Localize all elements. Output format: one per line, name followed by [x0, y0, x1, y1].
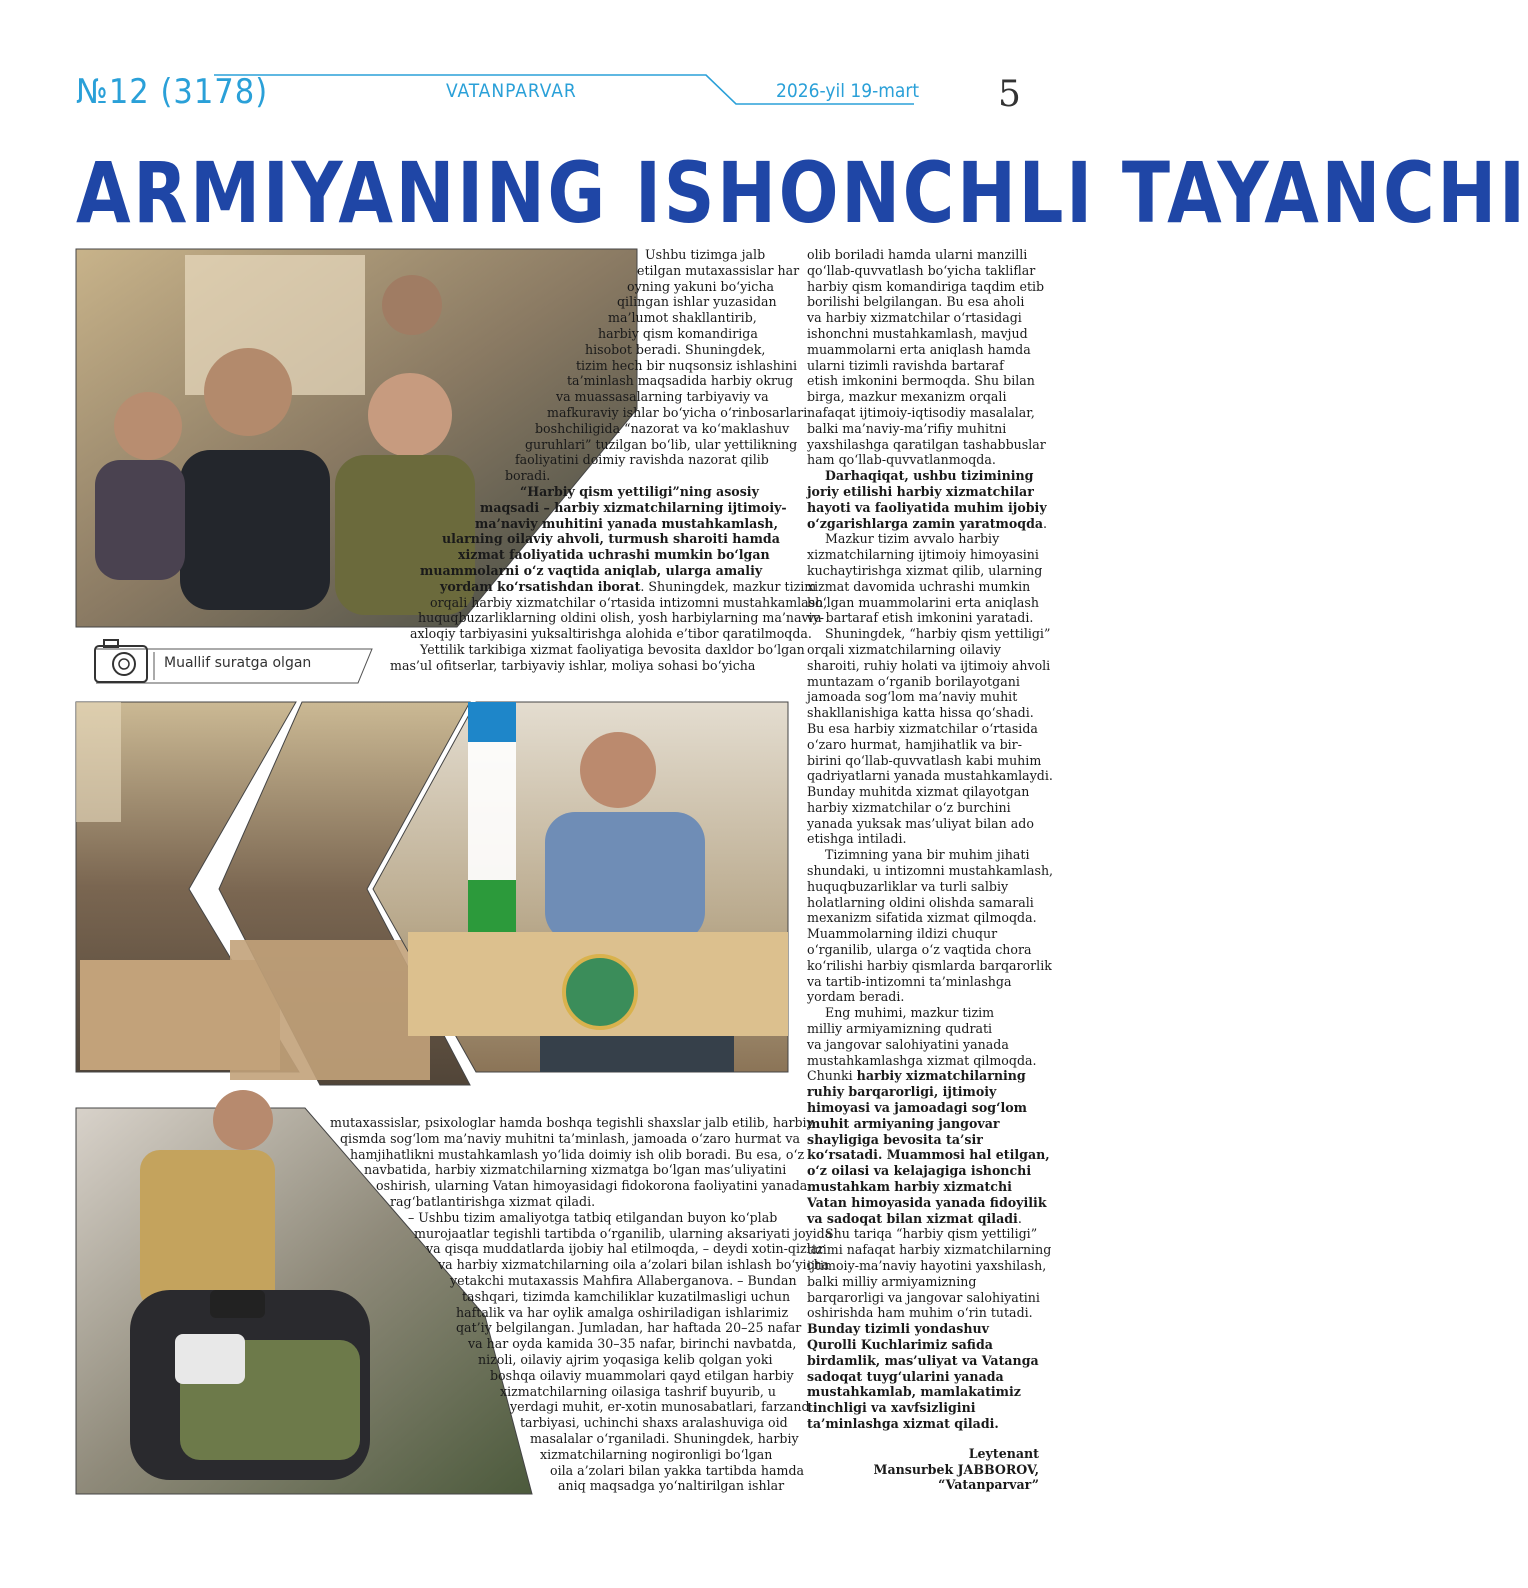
text-line: mas’ul ofitserlar, tarbiyaviy ishlar, moliya sohasi bo‘yicha	[390, 657, 756, 673]
text-line: ishonchni mustahkamlash, mavjud	[807, 325, 1028, 341]
text-line: qilingan ishlar yuzasidan	[617, 294, 777, 310]
text-line: Yettilik tarkibiga xizmat faoliyatiga bevosita daxldor bo‘lgan	[420, 641, 805, 657]
article-col-bottom	[326, 1115, 833, 1494]
text-line: va harbiy xizmatchilar o‘rtasidagi	[807, 310, 1022, 326]
text-line: mexanizm sifatida xizmat qilmoqda.	[807, 910, 1037, 926]
text-line: rag‘batlantirishga xizmat qiladi.	[390, 1193, 596, 1209]
text-line-bold: birdamlik, mas’uliyat va Vatanga	[807, 1352, 1039, 1368]
text-line-bold: mustahkam harbiy xizmatchi	[807, 1179, 1012, 1195]
text-line-bold: mustahkamlab, mamlakatimiz	[807, 1384, 1021, 1400]
text-line: mafkuraviy ishlar bo‘yicha o‘rinbosarlari	[547, 404, 808, 420]
text-line: Ushbu tizimga jalb	[645, 247, 766, 262]
text-line-bold: Darhaqiqat, ushbu tizimining	[825, 468, 1034, 484]
text-line: balki milliy armiyamizning	[807, 1273, 977, 1289]
byline-rank: Leytenant	[968, 1445, 1039, 1461]
text-line: va muassasalarning tarbiyaviy va	[556, 389, 769, 405]
text-line: yordam beradi.	[807, 989, 905, 1005]
text-line: orqali harbiy xizmatchilar o‘rtasida intizomni mustahkamlash,	[430, 594, 828, 610]
text-line-bold: ma’naviy muhitini yanada mustahkamlash,	[475, 515, 778, 531]
article-col-middle	[330, 247, 828, 674]
text-line-bold: muhit armiyaning jangovar	[807, 1115, 1000, 1131]
text-line: milliy armiyamizning qudrati	[807, 1021, 993, 1037]
text-line-bold: ularning oilaviy ahvoli, turmush sharoiti hamda	[442, 531, 780, 547]
text-line: harbiy qism komandiriga	[598, 325, 758, 341]
text-line-bold: o‘zgarishlarga zamin yaratmoqda	[807, 515, 1044, 531]
text-line: ham qo‘llab-quvvatlanmoqda.	[807, 452, 996, 468]
newspaper-name: VATANPARVAR	[446, 80, 577, 102]
text-line: oyning yakuni bo‘yicha	[627, 278, 774, 294]
text-line: mutaxassislar, psixologlar hamda boshqa tegishli shaxslar jalb etilib, harbiy	[330, 1115, 814, 1130]
text-line-bold: sadoqat tuyg‘ularini yanada	[807, 1368, 1004, 1384]
text-line: Chunki	[807, 1068, 853, 1084]
text-line: ta’minlash maqsadida harbiy okrug	[567, 373, 794, 389]
text-line: axloqiy tarbiyasini yuksaltirishga alohida e’tibor qaratilmoqda.	[410, 626, 812, 642]
text-line: balki ma’naviy-ma’rifiy muhitni	[807, 420, 1007, 436]
text-line: oshirish, ularning Vatan himoyasidagi fidokorona faoliyatini yanada	[376, 1178, 808, 1194]
photo-caption: Muallif suratga olgan	[164, 655, 312, 671]
text-line-bold: muammolarni o‘z vaqtida aniqlab, ularga amaliy	[420, 562, 763, 578]
text-line: va harbiy xizmatchilarning oila a’zolari bilan ishlash bo‘yicha	[438, 1257, 830, 1273]
text-line: ma’lumot shakllantirib,	[608, 310, 757, 326]
text-line: boradi.	[505, 468, 551, 484]
text-line: jamoada sog‘lom ma’naviy muhit	[807, 689, 1018, 705]
text-line: oshirishda ham muhim o‘rin tutadi.	[807, 1305, 1033, 1321]
text-line-bold: o‘z oilasi va kelajagiga ishonchi	[807, 1163, 1032, 1179]
text-line: shundaki, u intizomni mustahkamlash,	[807, 863, 1054, 879]
text-line: ijtimoiy-ma’naviy hayotini yaxshilash,	[807, 1258, 1047, 1273]
camera-icon	[95, 640, 147, 682]
text-line-bold: Vatan himoyasida yanada fidoyilik	[807, 1194, 1047, 1210]
text-line: murojaatlar tegishli tartibda o‘rganilib, ularning aksariyati joyida	[414, 1225, 833, 1241]
text-line: tizim hech bir nuqsonsiz ishlashini	[576, 357, 797, 373]
text-line: muntazam o‘rganib borilayotgani	[807, 673, 1020, 689]
text-line: faoliyatini doimiy ravishda nazorat qilib	[515, 452, 769, 468]
text-line: xizmat davomida uchrashi mumkin	[807, 578, 1031, 594]
text-line: Bu esa harbiy xizmatchilar o‘rtasida	[807, 720, 1038, 736]
text-line: huquqbuzarliklar va turli salbiy	[807, 878, 1009, 894]
text-line: tashqari, tizimda kamchiliklar kuzatilmasligi uchun	[462, 1288, 791, 1304]
text-line: sharoiti, ruhiy holati va ijtimoiy ahvoli	[807, 657, 1051, 673]
text-line: Muammolarning ildizi chuqur	[807, 926, 998, 942]
text-line: Shu tariqa “harbiy qism yettiligi”	[825, 1226, 1038, 1242]
page-number: 5	[998, 74, 1021, 115]
byline-org: “Vatanparvar”	[938, 1477, 1039, 1493]
text-line: nizoli, oilaviy ajrim yoqasiga kelib qolgan yoki	[478, 1351, 773, 1367]
text-line: va har oyda kamida 30–35 nafar, birinchi navbatda,	[468, 1336, 797, 1352]
text-line: yaxshilashga qaratilgan tashabbuslar	[807, 436, 1046, 452]
text-line: etish imkonini bermoqda. Shu bilan	[807, 373, 1035, 389]
text-line: – Ushbu tizim amaliyotga tatbiq etilgandan buyon ko‘plab	[408, 1209, 778, 1225]
text-line-bold: hayoti va faoliyatida muhim ijobiy	[807, 499, 1047, 515]
text-line: birini qo‘llab-quvvatlash kabi muhim	[807, 752, 1042, 768]
text-line-bold: “Harbiy qism yettiligi”ning asosiy	[520, 483, 759, 499]
text-line: va qisqa muddatlarda ijobiy hal etilmoqda, – deydi xotin-qizlar	[426, 1241, 825, 1257]
text-line: o‘rganilib, ularga o‘z vaqtida chora	[807, 942, 1032, 958]
text-line: tizimi nafaqat harbiy xizmatchilarning	[807, 1242, 1052, 1258]
text-line: va jangovar salohiyatini yanada	[807, 1036, 1009, 1052]
text-line: . Shuningdek, mazkur tizim	[640, 578, 817, 594]
text-line: ularni tizimli ravishda bartaraf	[807, 357, 1004, 373]
text-line: masalalar o‘rganiladi. Shuningdek, harbiy	[530, 1430, 799, 1446]
text-line: va bartaraf etish imkonini yaratadi.	[807, 610, 1034, 626]
text-line: va tartib-intizomni ta’minlashga	[807, 973, 1012, 989]
issue-date: 2026-yil 19-mart	[776, 80, 920, 102]
text-line: hisobot beradi. Shuningdek,	[585, 341, 766, 357]
text-line: navbatida, harbiy xizmatchilarning xizmatga bo‘lgan mas’uliyatini	[364, 1162, 787, 1178]
text-line-bold: himoyasi va jamoadagi sog‘lom	[807, 1100, 1027, 1116]
text-line: Tizimning yana bir muhim jihati	[825, 847, 1030, 863]
text-line: birga, mazkur mexanizm orqali	[807, 389, 1007, 405]
text-line: xizmatchilarning oilasiga tashrif buyurib, u	[500, 1383, 777, 1399]
text-line: Shuningdek, “harbiy qism yettiligi”	[825, 626, 1051, 642]
text-line-bold: xizmat faoliyatida uchrashi mumkin bo‘lgan	[458, 547, 770, 563]
text-line: olib boriladi hamda ularni manzilli	[807, 247, 1028, 262]
text-line: barqarorligi va jangovar salohiyatini	[807, 1289, 1040, 1305]
text-line: o‘zaro hurmat, hamjihatlik va bir-	[807, 736, 1022, 752]
text-line: etishga intiladi.	[807, 831, 907, 847]
text-line-bold: Bunday tizimli yondashuv	[807, 1321, 990, 1337]
text-line: aniq maqsadga yo‘naltirilgan ishlar	[558, 1478, 785, 1494]
text-line: Bunday muhitda xizmat qilayotgan	[807, 784, 1030, 800]
text-line: boshqa oilaviy muammolari qayd etilgan harbiy	[490, 1367, 794, 1383]
text-line: kuchaytirishga xizmat qilib, ularning	[807, 562, 1043, 578]
text-line: guruhlari” tuzilgan bo‘lib, ular yettilikning	[525, 436, 798, 452]
text-line-bold: joriy etilishi harbiy xizmatchilar	[807, 483, 1034, 499]
text-line: nafaqat ijtimoiy-iqtisodiy masalalar,	[807, 404, 1035, 420]
text-line: xizmatchilarning nogironligi bo‘lgan	[540, 1446, 773, 1462]
text-line-bold: harbiy xizmatchilarning	[856, 1068, 1026, 1084]
text-line: yerdagi muhit, er-xotin munosabatlari, farzand	[510, 1399, 810, 1415]
text-line: qismda sog‘lom ma’naviy muhitni ta’minlash, jamoada o‘zaro hurmat va	[340, 1130, 800, 1146]
text-line: borilishi belgilangan. Bu esa aholi	[807, 294, 1025, 310]
text-line-bold: ta’minlashga xizmat qiladi.	[807, 1415, 999, 1431]
text-line: holatlarning oldini olishda samarali	[807, 894, 1034, 910]
text-line: huquqbuzarliklarning oldini olish, yosh harbiylarning ma’naviy-	[418, 610, 824, 626]
text-line: Mazkur tizim avvalo harbiy	[825, 531, 1000, 547]
text-line: haftalik va har oylik amalga oshiriladigan ishlarimiz	[456, 1304, 789, 1320]
headline: ARMIYANING ISHONCHLI TAYANCHI	[76, 144, 1528, 242]
text-line: orqali xizmatchilarning oilaviy	[807, 641, 1001, 657]
issue-number: №12 (3178)	[76, 72, 269, 112]
text-line-bold: maqsadi – harbiy xizmatchilarning ijtimoiy-	[480, 499, 787, 515]
text-line: xizmatchilarning ijtimoiy himoyasini	[807, 547, 1039, 563]
byline-name: Mansurbek JABBOROV,	[873, 1461, 1039, 1477]
text-line: qo‘llab-quvvatlash bo‘yicha takliflar	[807, 262, 1036, 278]
text-line: yanada yuksak mas’uliyat bilan ado	[807, 815, 1034, 831]
text-line: mustahkamlashga xizmat qilmoqda.	[807, 1052, 1037, 1068]
text-line: hamjihatlikni mustahkamlash yo‘lida doimiy ish olib boradi. Bu esa, o‘z	[350, 1146, 805, 1162]
text-line: boshchiligida “nazorat va ko‘maklashuv	[535, 420, 790, 436]
text-line: ko‘rilishi harbiy qismlarda barqarorlik	[807, 957, 1052, 973]
text-line: qat’iy belgilangan. Jumladan, har haftada 20–25 nafar	[456, 1320, 802, 1336]
text-line-bold: va sadoqat bilan xizmat qiladi	[807, 1210, 1018, 1226]
article-col-right: olib boriladi hamda ularni manzilli qo‘llab-quvvatlash bo‘yicha takliflar harbiy qism komandiriga taqdim etib borilishi belgilangan. Bu esa aholi va harbiy xizmatchilar o‘rtasidagi ishonchni mustahkamlash, mavjud muammolarni erta aniqlash hamda ularni tizimli ravishda bartaraf etish imkonini bermoqda. Shu bilan birga, mazkur mexanizm orqali nafaqat ijtimoiy-iqtisodiy masalalar, balki ma’naviy-ma’rifiy muhitni yaxshilashga qaratilgan tashabbuslar ham qo‘llab-quvvatlanmoqda. Darhaqiqat, ushbu tizimining joriy etilishi harbiy xizmatchilar hayoti va faoliyatida muhim ijobiy o‘zgarishlarga zamin yaratmoqda. Mazkur tizim avvalo harbiy xizmatchilarning ijtimoiy himoyasini kuchaytirishga xizmat qilib, ularning xizmat davomida uchrashi mumkin bo‘lgan muammolarini erta aniqlash va bartaraf etish imkonini yaratadi. Shuningdek, “harbiy qism yettiligi” orqali xizmatchilarning oilaviy sharoiti, ruhiy holati va ijtimoiy ahvoli muntazam o‘rganib borilayotgani jamoada sog‘lom ma’naviy muhit shakllanishiga katta hissa qo‘shadi. Bu esa harbiy xizmatchilar o‘rtasida o‘zaro hurmat, hamjihatlik va bir- birini qo‘llab-quvvatlash kabi muhim qadriyatlarni yanada mustahkamlaydi. Bunday muhitda xizmat qilayotgan harbiy xizmatchilar o‘z burchini yanada yuksak mas’uliyat bilan ado etishga intiladi. Tizimning yana bir muhim jihati shundaki, u intizomni mustahkamlash, huquqbuzarliklar va turli salbiy holatlarning oldini olishda samarali mexanizm sifatida xizmat qilmoqda. Muammolarning ildizi chuqur o‘rganilib, ularga o‘z vaqtida chora ko‘rilishi harbiy qismlarda barqarorlik va tartib-intizomni ta’minlashga yordam beradi. Eng muhimi, mazkur tizim milliy armiyamizning qudrati va jangovar salohiyatini yanada mustahkamlashga xizmat qilmoqda. Chunki harbiy xizmatchilarning ruhiy barqarorligi, ijtimoiy himoyasi va jamoadagi sog‘lom muhit armiyaning jangovar shayligiga bevosita ta’sir ko‘rsatadi. Muammosi hal etilgan, o‘z oilasi va kelajagiga ishonchi mustahkam harbiy xizmatchi Vatan himoyasida yanada fidoyilik va sadoqat bilan xizmat qiladi. Shu tariqa “harbiy qism yettiligi” tizimi nafaqat harbiy xizmatchilarning ijtimoiy-ma’naviy hayotini yaxshilash, balki milliy armiyamizning barqarorligi va jangovar salohiyatini oshirishda ham muhim o‘rin tutadi. Bunday tizimli yondashuv Qurolli Kuchlarimiz safida birdamlik, mas’uliyat va Vatanga sadoqat tuyg‘ularini yanada mustahkamlab, mamlakatimiz tinchligi va xavfsizligini ta’minlashga xizmat qiladi. Leytenant Mansurbek JABBOROV, “Vatanparvar”	[807, 247, 1054, 1493]
text-line: shakllanishiga katta hissa qo‘shadi.	[807, 705, 1034, 721]
text-line: harbiy xizmatchilar o‘z burchini	[807, 799, 1011, 815]
text-line: tarbiyasi, uchinchi shaxs aralashuviga oid	[520, 1415, 788, 1431]
text-line-bold: yordam ko‘rsatishdan iborat	[440, 578, 641, 594]
text-line-bold: ruhiy barqarorligi, ijtimoiy	[807, 1084, 997, 1100]
text-line: oila a’zolari bilan yakka tartibda hamda	[550, 1462, 805, 1478]
text-line-bold: shayligiga bevosita ta’sir	[807, 1131, 983, 1147]
text-line: bo‘lgan muammolarini erta aniqlash	[807, 594, 1039, 610]
text-line: muammolarni erta aniqlash hamda	[807, 341, 1031, 357]
text-line: Eng muhimi, mazkur tizim	[825, 1005, 995, 1021]
text-line-bold: Qurolli Kuchlarimiz safida	[807, 1336, 993, 1352]
text-line: etilgan mutaxassislar har	[637, 262, 800, 278]
text-line-bold: ko‘rsatadi. Muammosi hal etilgan,	[807, 1147, 1050, 1163]
text-line: harbiy qism komandiriga taqdim etib	[807, 278, 1045, 294]
text-line-bold: tinchligi va xavfsizligini	[807, 1400, 976, 1416]
text-line: qadriyatlarni yanada mustahkamlaydi.	[807, 768, 1053, 784]
text-line: yetakchi mutaxassis Mahfira Allaberganova. – Bundan	[450, 1272, 797, 1288]
